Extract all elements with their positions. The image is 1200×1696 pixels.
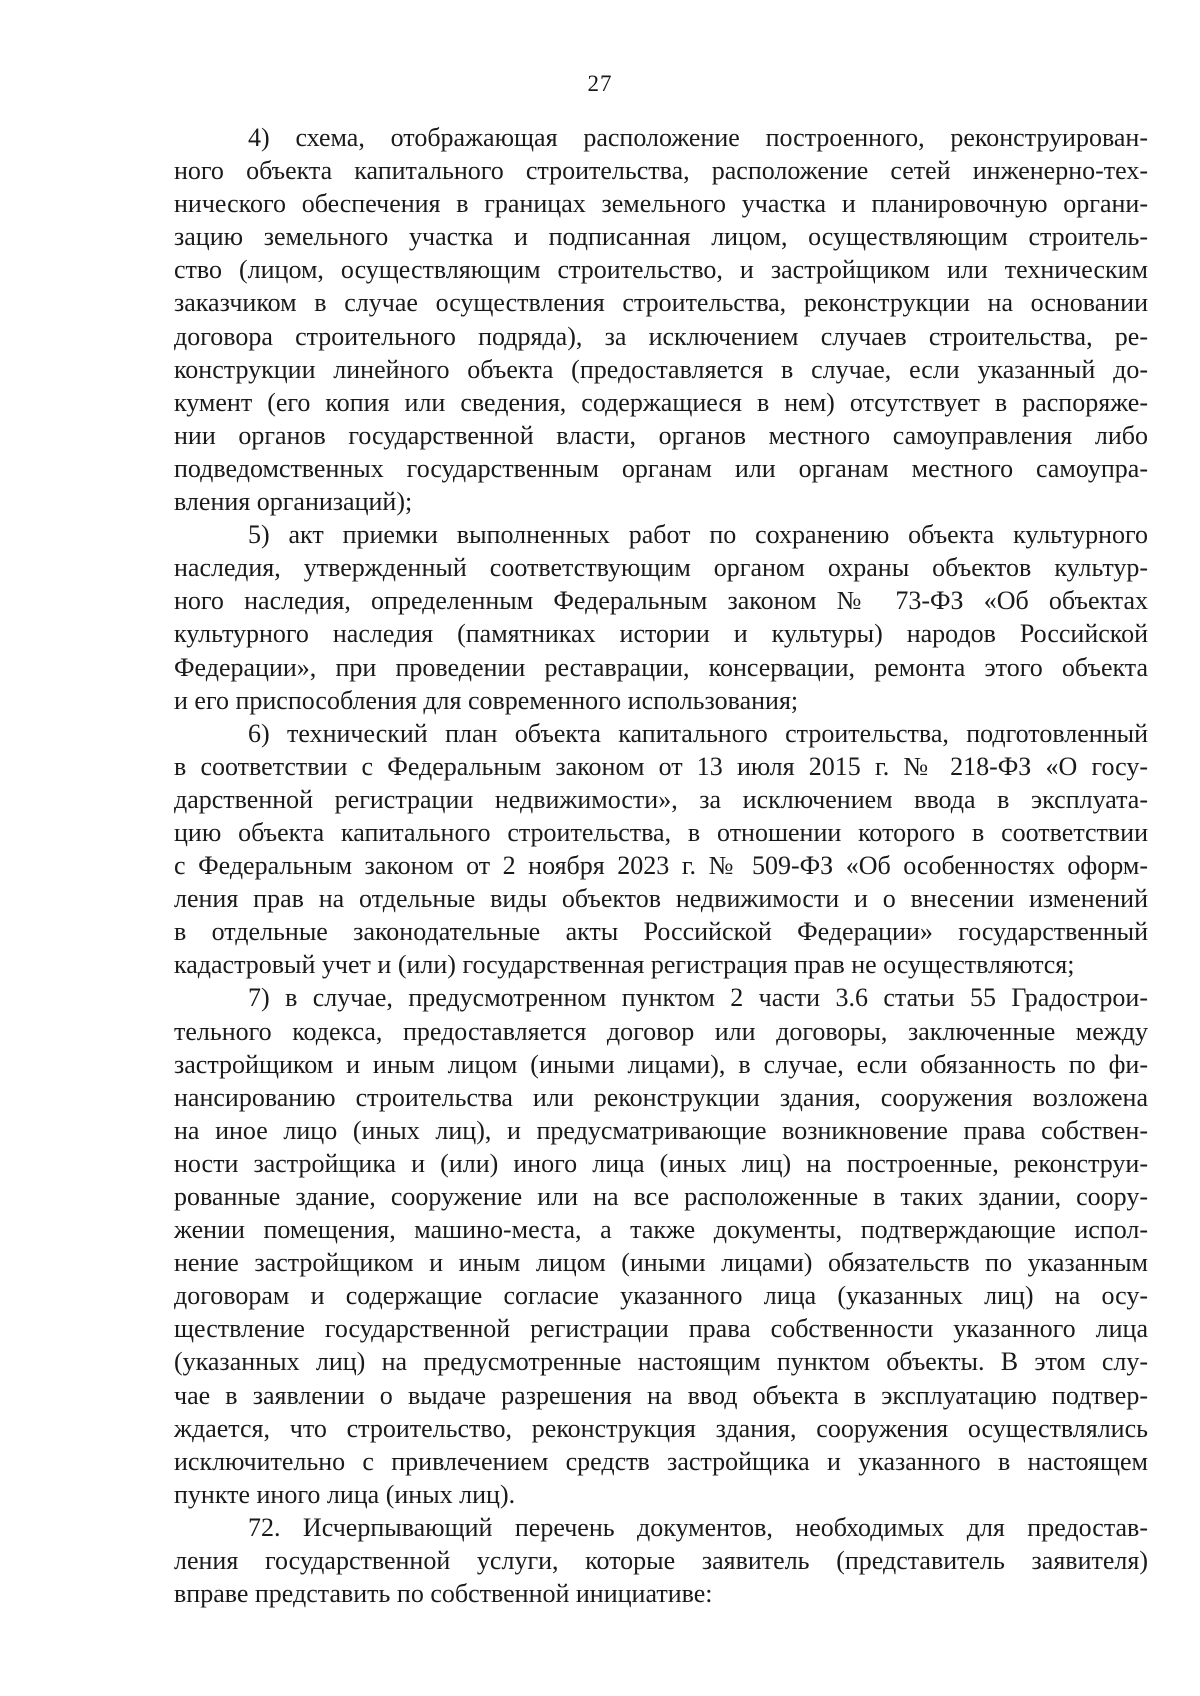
text-line: вправе представить по собственной инициативе: xyxy=(174,1579,713,1609)
text-line: тельного кодекса, предоставляется договор или договоры, заключенные между xyxy=(174,1016,1148,1046)
text-line: договорам и содержащие согласие указанного лица (указанных лиц) на осу- xyxy=(174,1281,1148,1311)
text-line: ности застройщика и (или) иного лица (иных лиц) на построенные, реконструи- xyxy=(174,1148,1148,1178)
text-line: 6) технический план объекта капитального строительства, подготовленный xyxy=(248,718,1148,748)
text-line: 72. Исчерпывающий перечень документов, необходимых для предостав- xyxy=(248,1512,1148,1542)
paragraph xyxy=(174,121,1148,518)
text-line: ления прав на отдельные виды объектов недвижимости и о внесении изменений xyxy=(174,884,1148,914)
text-line: с Федеральным законом от 2 ноября 2023 г. № 509-ФЗ «Об особенностях оформ- xyxy=(174,851,1148,881)
text-line: на иное лицо (иных лиц), и предусматривающие возникновение права собствен- xyxy=(174,1115,1148,1145)
text-line: рованные здание, сооружение или на все расположенные в таких здании, соору- xyxy=(174,1182,1148,1211)
text-line: пункте иного лица (иных лиц). xyxy=(174,1479,516,1509)
text-line: нансированию строительства или реконструкции здания, сооружения возложена xyxy=(174,1082,1148,1112)
text-line: культурного наследия (памятниках истории и культуры) народов Российской xyxy=(174,619,1148,649)
text-line: 5) акт приемки выполненных работ по сохранению объекта культурного xyxy=(248,520,1148,550)
page-number: 27 xyxy=(587,71,613,96)
text-line: ного объекта капитального строительства, расположение сетей инженерно-тех- xyxy=(174,156,1148,186)
text-line: ления государственной услуги, которые заявитель (представитель заявителя) xyxy=(174,1546,1148,1576)
text-line: нического обеспечения в границах земельного участка и планировочную органи- xyxy=(174,189,1148,219)
text-line: заказчиком в случае осуществления строительства, реконструкции на основании xyxy=(174,288,1148,318)
text-line: цию объекта капитального строительства, в отношении которого в соответствии xyxy=(174,817,1148,847)
text-line: чае в заявлении о выдаче разрешения на ввод объекта в эксплуатацию подтвер- xyxy=(174,1380,1148,1410)
text-line: дарственной регистрации недвижимости», за исключением ввода в эксплуата- xyxy=(174,784,1148,814)
text-line: вления организаций); xyxy=(174,487,413,517)
text-line: нение застройщиком и иным лицом (иными лицами) обязательств по указанным xyxy=(174,1248,1148,1278)
paragraph xyxy=(174,981,1148,1511)
text-line: ного наследия, определенным Федеральным законом № 73-ФЗ «Об объектах xyxy=(174,586,1148,616)
text-line: застройщиком и иным лицом (иными лицами), в случае, если обязанность по фи- xyxy=(174,1049,1148,1079)
text-line: кадастровый учет и (или) государственная регистрация прав не осуществляются; xyxy=(174,950,1075,980)
text-line: в отдельные законодательные акты Российской Федерации» государственный xyxy=(174,917,1148,947)
text-line: ществление государственной регистрации права собственности указанного лица xyxy=(174,1314,1148,1344)
text-line: зацию земельного участка и подписанная лицом, осуществляющим строитель- xyxy=(174,222,1148,252)
text-line: Федерации», при проведении реставрации, консервации, ремонта этого объекта xyxy=(174,652,1148,682)
text-line: конструкции линейного объекта (предоставляется в случае, если указанный до- xyxy=(174,354,1148,384)
paragraph xyxy=(174,518,1148,717)
text-line: жении помещения, машино-места, а также документы, подтверждающие испол- xyxy=(174,1215,1148,1245)
paragraph xyxy=(174,1511,1148,1610)
document-body xyxy=(174,121,1148,1610)
text-line: ство (лицом, осуществляющим строительство, и застройщиком или техническим xyxy=(174,255,1148,285)
text-line: в соответствии с Федеральным законом от 13 июля 2015 г. № 218-ФЗ «О госу- xyxy=(174,751,1148,781)
text-line: ждается, что строительство, реконструкция здания, сооружения осуществлялись xyxy=(174,1413,1148,1443)
text-line: подведомственных государственным органам или органам местного самоупра- xyxy=(174,453,1148,483)
text-line: 7) в случае, предусмотренном пунктом 2 части 3.6 статьи 55 Градострои- xyxy=(248,983,1148,1013)
text-line: нии органов государственной власти, органов местного самоуправления либо xyxy=(174,420,1148,450)
text-line: договора строительного подряда), за исключением случаев строительства, ре- xyxy=(174,321,1148,351)
text-line: (указанных лиц) на предусмотренные настоящим пунктом объекты. В этом слу- xyxy=(174,1347,1148,1377)
text-line: кумент (его копия или сведения, содержащиеся в нем) отсутствует в распоряже- xyxy=(174,387,1148,417)
text-line: 4) схема, отображающая расположение построенного, реконструирован- xyxy=(248,123,1148,152)
text-line: наследия, утвержденный соответствующим органом охраны объектов культур- xyxy=(174,553,1148,583)
text-line: и его приспособления для современного использования; xyxy=(174,685,799,715)
paragraph xyxy=(174,717,1148,982)
text-line: исключительно с привлечением средств застройщика и указанного в настоящем xyxy=(174,1446,1148,1476)
